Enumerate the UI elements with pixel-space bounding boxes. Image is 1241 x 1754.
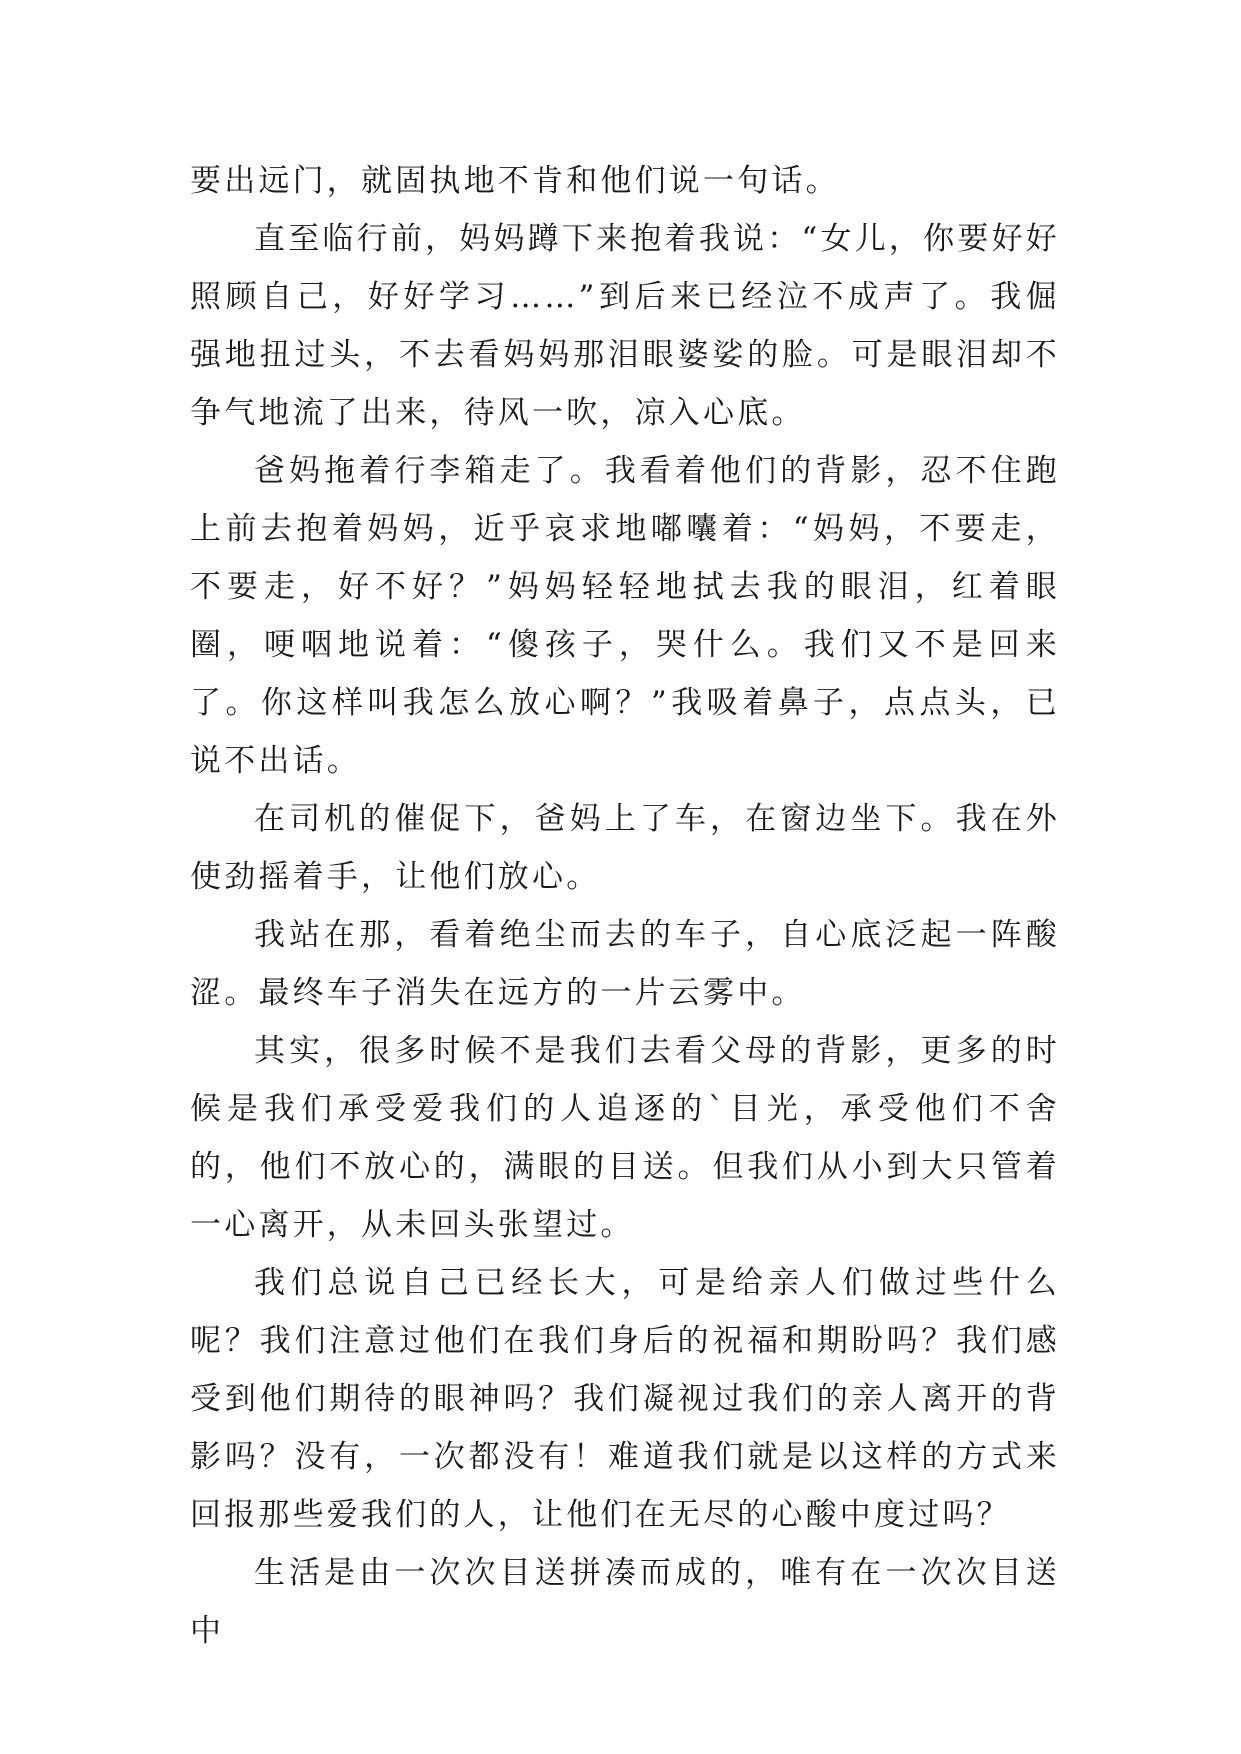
paragraph: 生活是由一次次目送拼凑而成的，唯有在一次次目送中 (190, 1555, 1060, 1649)
paragraph: 直至临行前，妈妈蹲下来抱着我说：“女儿，你要好好照顾自己，好好学习……”到后来已经泣不成声了。我倔强地扭过头，不去看妈妈那泪眼婆娑的脸。可是眼泪却不争气地流了出来，待风一吹，凉入心底。 (190, 221, 1060, 431)
essay-body (190, 152, 1060, 1660)
paragraph: 在司机的催促下，爸妈上了车，在窗边坐下。我在外使劲摇着手，让他们放心。 (190, 801, 1060, 895)
paragraph: 我们总说自己已经长大，可是给亲人们做过些什么呢？我们注意过他们在我们身后的祝福和期盼吗？我们感受到他们期待的眼神吗？我们凝视过我们的亲人离开的背影吗？没有，一次都没有！难道我们就是以这样的方式来回报那些爱我们的人，让他们在无尽的心酸中度过吗？ (190, 1265, 1060, 1533)
paragraph: 其实，很多时候不是我们去看父母的背影，更多的时候是我们承受爱我们的人追逐的`目光，承受他们不舍的，他们不放心的，满眼的目送。但我们从小到大只管着一心离开，从未回头张望过。 (190, 1033, 1060, 1243)
paragraph: 爸妈拖着行李箱走了。我看着他们的背影，忍不住跑上前去抱着妈妈，近乎哀求地嘟囔着：“妈妈，不要走，不要走，好不好？”妈妈轻轻地拭去我的眼泪，红着眼圈，哽咽地说着：“傻孩子，哭什么。我们又不是回来了。你这样叫我怎么放心啊？”我吸着鼻子，点点头，已说不出话。 (190, 453, 1060, 779)
paragraph: 我站在那，看着绝尘而去的车子，自心底泛起一阵酸涩。最终车子消失在远方的一片云雾中。 (190, 917, 1060, 1011)
paragraph-continued: 要出远门，就固执地不肯和他们说一句话。 (190, 163, 840, 199)
